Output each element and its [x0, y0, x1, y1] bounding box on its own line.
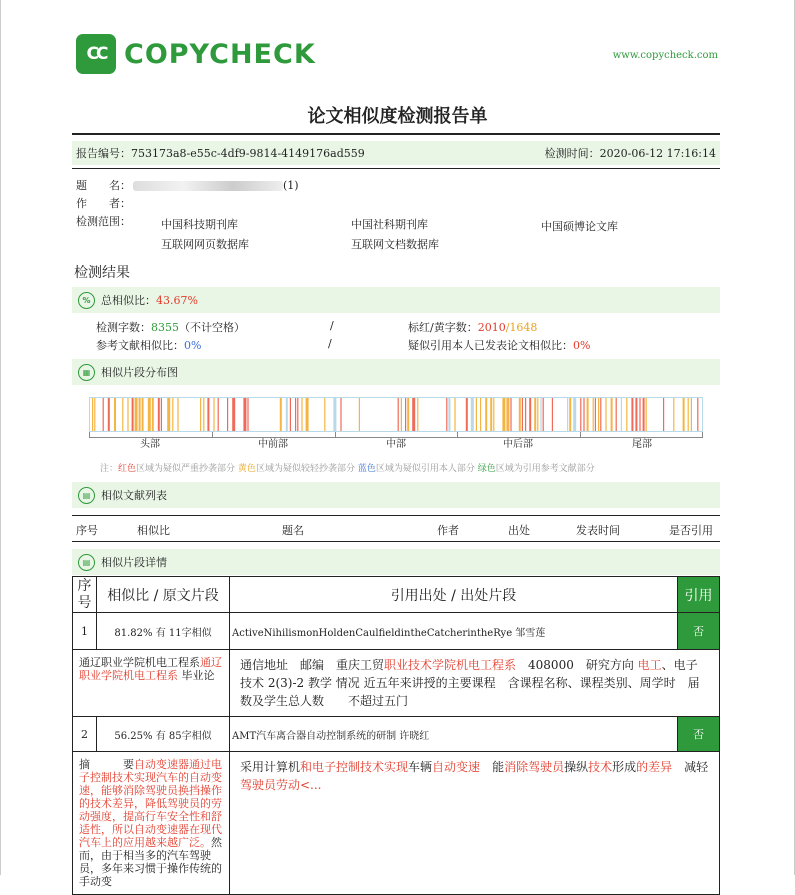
similarity-stripe	[485, 398, 487, 431]
redacted-title	[133, 181, 283, 191]
row-number: 1	[73, 613, 97, 650]
similarity-stripe	[127, 398, 128, 431]
table-row	[73, 650, 720, 717]
similarity-stripe	[595, 398, 596, 431]
total-similarity-band: % 总相似比： 43.67%	[72, 287, 720, 313]
report-id: 报告编号：753173a8-e55c-4df9-9814-4149176ad559	[76, 147, 365, 160]
similarity-stripe	[593, 398, 594, 431]
similarity-stripe	[218, 398, 219, 431]
similarity-stripe	[280, 398, 282, 431]
similarity-stripe	[227, 398, 228, 431]
scope-item: 互联网文档数据库	[351, 238, 439, 251]
similarity-stripe	[471, 398, 474, 431]
grid-icon: ▦	[78, 364, 95, 381]
similarity-stripe	[398, 398, 399, 431]
paper-title-row: 题 名： (1)	[76, 179, 299, 192]
report-id-band	[72, 141, 720, 165]
similarity-stripe	[177, 398, 178, 431]
similarity-stripe	[598, 398, 599, 431]
similarity-stripe	[114, 398, 116, 431]
similarity-stripe	[295, 398, 296, 431]
title-divider	[72, 133, 720, 135]
similarity-stripe	[490, 398, 492, 431]
scope-item: 中国硕博论文库	[541, 220, 618, 233]
similarity-stripe	[333, 398, 336, 431]
similarity-stripe	[583, 398, 584, 431]
similarity-stripe	[529, 398, 531, 431]
segment-label: 头部	[140, 439, 160, 450]
column-header: 出处	[508, 524, 530, 537]
similarity-stripe	[203, 398, 204, 431]
similarity-stripe	[401, 398, 402, 431]
similarity-stripe	[297, 398, 298, 431]
column-header: 序号	[76, 524, 98, 537]
similarity-stripe	[340, 398, 341, 431]
similarity-stripe	[152, 398, 154, 431]
similarity-stripe	[605, 398, 606, 431]
table-row	[73, 613, 720, 650]
similarity-stripe	[525, 398, 526, 431]
similarity-stripe	[290, 398, 291, 431]
column-header: 是否引用	[669, 524, 713, 537]
similarity-stripe	[207, 398, 209, 431]
similarity-stripe	[519, 398, 521, 431]
similarity-stripe	[148, 398, 151, 431]
similarity-value: 81.82% 有 11字相似	[97, 613, 230, 650]
similarity-stripe	[621, 398, 622, 431]
column-header: 相似比 / 原文片段	[97, 577, 230, 613]
similarity-stripe	[94, 398, 95, 431]
similarity-stripe	[476, 398, 477, 431]
similarity-stripe	[92, 398, 93, 431]
similarity-stripe	[417, 398, 418, 431]
segment-label: 中后部	[503, 439, 533, 450]
similarity-stripe	[158, 398, 160, 431]
similarity-stripe	[540, 398, 541, 431]
similarity-stripe	[502, 398, 505, 431]
axis-tick	[580, 432, 581, 438]
similarity-stripe	[600, 398, 601, 431]
percent-icon: %	[78, 292, 95, 309]
similarity-stripe	[522, 398, 523, 431]
table-row	[73, 717, 720, 752]
similarity-stripe	[611, 398, 613, 431]
similarity-stripe	[306, 398, 309, 431]
literature-table-header	[72, 515, 720, 542]
citation-status: 否	[678, 613, 720, 650]
column-header: 相似比	[137, 524, 170, 537]
column-header: 引用出处 / 出处片段	[230, 577, 678, 613]
id-divider	[72, 168, 720, 169]
marked-count: 标红/黄字数：2010/1648	[408, 321, 538, 334]
column-header: 题名	[282, 524, 304, 537]
similarity-stripe	[135, 398, 138, 431]
logo-text: COPYCHECK	[124, 38, 316, 70]
similarity-stripe	[108, 398, 110, 431]
details-header-row	[73, 577, 720, 613]
similarity-stripe	[643, 398, 645, 431]
similarity-stripe	[103, 398, 104, 431]
similarity-stripe	[161, 398, 162, 431]
similarity-stripe	[691, 398, 692, 431]
similarity-stripe	[683, 398, 685, 431]
similarity-stripe	[510, 398, 511, 431]
similarity-value: 56.25% 有 85字相似	[97, 717, 230, 752]
segment-label: 中前部	[258, 439, 288, 450]
column-header: 引用	[678, 577, 720, 613]
similarity-stripe	[631, 398, 633, 431]
source-fragment: 通信地址 邮编 重庆工贸职业技术学院机电工程系 408000 研究方向 电工、电子技术 2(3)-2 教学 情况 近五年来讲授的主要课程 含课程名称、课程类别、周学时 届数及学生总人数 不超过五门	[230, 650, 720, 717]
document-icon: ▤	[78, 554, 95, 571]
details-band: ▤ 相似片段详情	[72, 549, 720, 575]
similarity-stripe	[543, 398, 544, 431]
similarity-stripe	[534, 398, 536, 431]
similarity-stripe	[213, 398, 214, 431]
similarity-stripe	[446, 398, 447, 431]
similarity-stripe	[537, 398, 538, 431]
char-count: 检测字数：8355（不计空格）	[96, 321, 245, 334]
similarity-stripe	[247, 398, 248, 431]
similarity-stripe	[663, 398, 664, 431]
original-fragment: 摘 要自动变速器通过电子控制技术实现汽车的自动变速，能够消除驾驶员换挡操作的技术差异，降低驾驶员的劳动强度，提高行车安全性和舒适性，所以自动变速器在现代汽车上的应用越来越广泛。然而，由于相当多的汽车驾驶员，多年来习惯于操作传统的手动变	[73, 752, 230, 895]
distribution-band: ▦ 相似片段分布图	[72, 359, 720, 385]
similarity-stripe	[587, 398, 589, 431]
similarity-stripe	[639, 398, 640, 431]
self-citation-similarity: 疑似引用本人已发表论文相似比：0%	[408, 339, 591, 352]
similarity-stripe	[673, 398, 674, 431]
similarity-stripe	[580, 398, 581, 431]
logo-icon: CC	[76, 34, 116, 74]
similarity-stripe	[243, 398, 246, 431]
similarity-stripe	[466, 398, 468, 431]
similarity-stripe	[301, 398, 302, 431]
similarity-stripe	[142, 398, 144, 431]
reference-similarity: 参考文献相似比：0%	[96, 339, 202, 352]
similarity-stripe	[286, 398, 288, 431]
similarity-stripe	[122, 398, 123, 431]
scope-item: 中国科技期刊库	[161, 218, 238, 231]
similarity-stripe	[688, 398, 689, 431]
color-legend-note: 注：红色区域为疑似严重抄袭部分 黄色区域为疑似较轻抄袭部分 蓝色区域为疑似引用本人部分 绿色区域为引用参考文献部分	[100, 464, 595, 474]
similarity-stripe	[697, 398, 698, 431]
document-icon: ▤	[78, 487, 95, 504]
similarity-stripe	[448, 398, 450, 431]
details-table	[72, 576, 720, 895]
similarity-stripe	[493, 398, 494, 431]
similarity-stripe	[506, 398, 509, 431]
page-left-edge	[0, 0, 1, 875]
similarity-stripe	[569, 398, 571, 431]
literature-band: ▤ 相似文献列表	[72, 482, 720, 508]
axis-tick	[457, 432, 458, 438]
scope-label: 检测范围：	[76, 215, 131, 228]
similarity-stripe	[200, 398, 201, 431]
site-link[interactable]: www.copycheck.com	[612, 50, 718, 61]
similarity-stripe	[626, 398, 627, 431]
source-title[interactable]: AMT汽车离合器自动控制系统的研制 许晓红	[230, 717, 678, 752]
similarity-stripe	[412, 398, 415, 431]
column-header: 作者	[437, 524, 459, 537]
similarity-stripe	[454, 398, 455, 431]
original-fragment: 通辽职业学院机电工程系通辽职业学院机电工程系 毕业论	[73, 650, 230, 717]
slash: /	[328, 337, 332, 350]
similarity-stripe	[646, 398, 647, 431]
similarity-stripe	[567, 398, 568, 431]
similarity-stripe	[132, 398, 134, 431]
similarity-stripe	[139, 398, 141, 431]
slash: /	[330, 319, 334, 332]
similarity-stripe	[480, 398, 481, 431]
report-time: 检测时间：2020-06-12 17:16:14	[544, 147, 716, 160]
axis-tick	[335, 432, 336, 438]
citation-status: 否	[678, 717, 720, 752]
similarity-stripe	[635, 398, 637, 431]
source-title[interactable]: ActiveNihilismonHoldenCaulfieldintheCatcherintheRye 邹雪莲	[230, 613, 678, 650]
author-row: 作 者：	[76, 197, 131, 210]
similarity-stripe	[616, 398, 617, 431]
table-row	[73, 752, 720, 895]
report-title: 论文相似度检测报告单	[307, 106, 488, 127]
column-header: 发表时间	[576, 524, 620, 537]
similarity-stripe	[552, 398, 553, 431]
axis-tick	[212, 432, 213, 438]
segment-label: 尾部	[632, 439, 652, 450]
similarity-stripe	[573, 398, 576, 431]
similarity-stripe	[407, 398, 409, 431]
row-number: 2	[73, 717, 97, 752]
scope-item: 互联网网页数据库	[161, 238, 249, 251]
similarity-stripe	[359, 398, 360, 431]
copycheck-logo	[76, 34, 316, 74]
distribution-bar	[89, 397, 703, 432]
similarity-stripe	[405, 398, 406, 431]
results-heading: 检测结果	[74, 265, 130, 281]
total-similarity-value: 43.67%	[156, 293, 198, 307]
similarity-stripe	[324, 398, 325, 431]
scope-item: 中国社科期刊库	[351, 218, 428, 231]
distribution-stripes	[90, 398, 702, 431]
segment-label: 中部	[386, 439, 406, 450]
similarity-stripe	[172, 398, 173, 431]
similarity-stripe	[232, 398, 235, 431]
source-fragment: 采用计算机和电子控制技术实现车辆自动变速 能消除驾驶员操纵技术形成的差异 减轻驾驶员劳动<...	[230, 752, 720, 895]
similarity-stripe	[167, 398, 170, 431]
column-header: 序号	[73, 577, 97, 613]
